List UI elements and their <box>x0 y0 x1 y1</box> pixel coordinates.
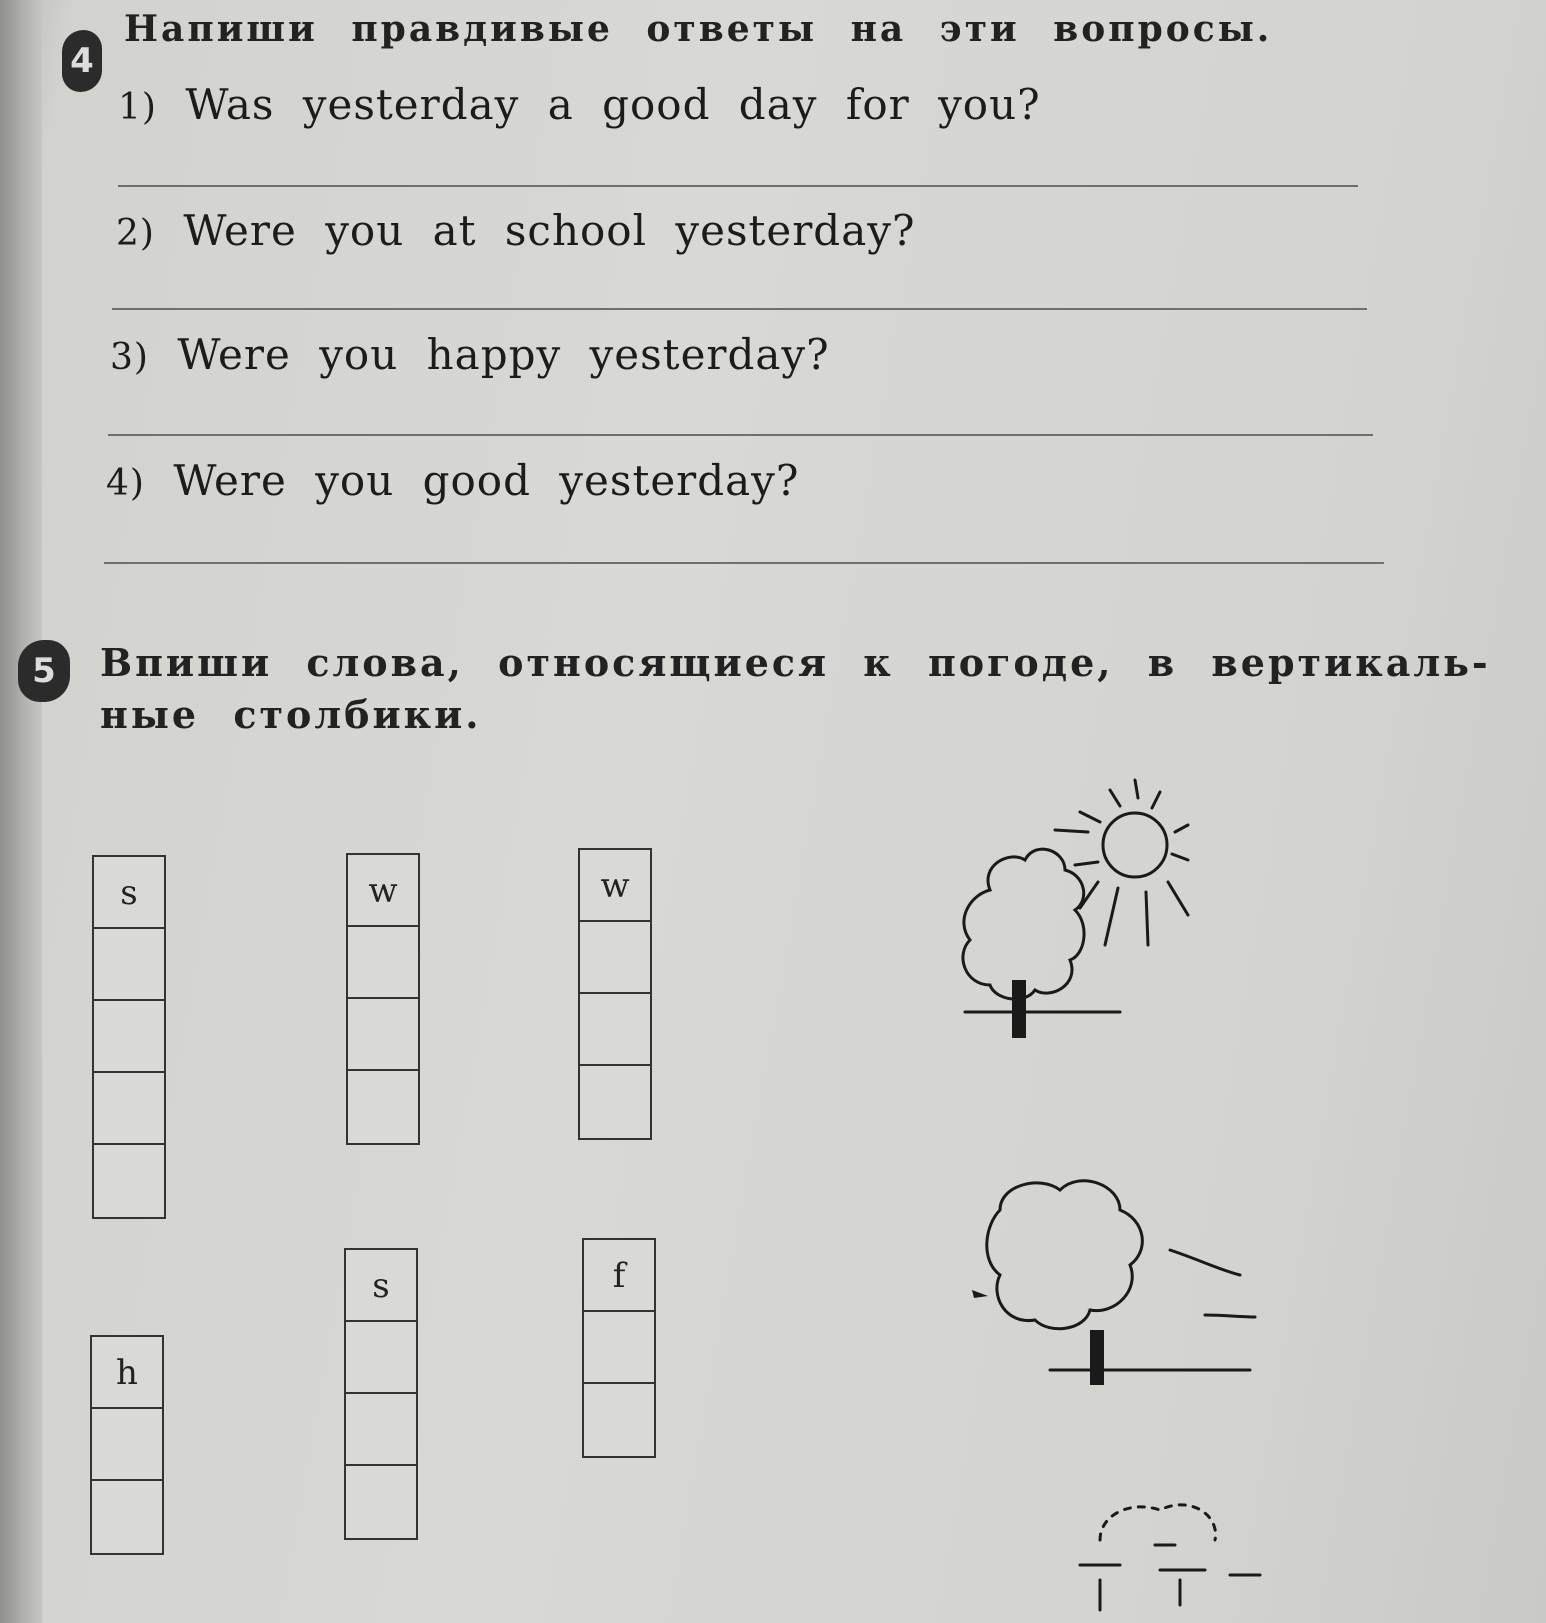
word-column-snow <box>344 1248 418 1540</box>
empty-cell[interactable] <box>94 1001 164 1073</box>
task-5-badge: 5 <box>18 640 70 702</box>
word-column-fog <box>582 1238 656 1458</box>
letter-cell: h <box>92 1337 162 1409</box>
letter-cell: w <box>580 850 650 922</box>
task-4-instruction: Напиши правдивые ответы на эти вопросы. <box>124 8 1273 50</box>
question-text: Were you happy yesterday? <box>177 330 830 379</box>
answer-line-1[interactable] <box>118 185 1358 187</box>
empty-cell[interactable] <box>580 922 650 994</box>
answer-line-3[interactable] <box>108 434 1373 436</box>
empty-cell[interactable] <box>94 1073 164 1145</box>
question-text: Were you at school yesterday? <box>183 206 916 255</box>
empty-cell[interactable] <box>346 1466 416 1538</box>
empty-cell[interactable] <box>348 927 418 999</box>
sunny-tree-picture <box>920 770 1220 1050</box>
windy-tree-picture <box>960 1170 1300 1390</box>
task-5-instruction-line-2: ные столбики. <box>100 692 482 737</box>
empty-cell[interactable] <box>346 1394 416 1466</box>
empty-cell[interactable] <box>346 1322 416 1394</box>
question-4 <box>106 456 799 505</box>
book-spine-shadow <box>0 0 42 1623</box>
question-number: 3) <box>110 337 149 378</box>
letter-cell: f <box>584 1240 654 1312</box>
question-number: 1) <box>118 87 157 128</box>
empty-cell[interactable] <box>92 1409 162 1481</box>
empty-cell[interactable] <box>580 1066 650 1138</box>
empty-cell[interactable] <box>94 929 164 1001</box>
question-text: Was yesterday a good day for you? <box>185 80 1041 129</box>
letter-cell: w <box>348 855 418 927</box>
question-1 <box>118 80 1041 129</box>
question-3 <box>110 330 830 379</box>
letter-cell: s <box>94 857 164 929</box>
answer-line-4[interactable] <box>104 562 1384 564</box>
answer-line-2[interactable] <box>112 308 1367 310</box>
empty-cell[interactable] <box>580 994 650 1066</box>
word-column-sun <box>92 855 166 1219</box>
question-number: 2) <box>116 213 155 254</box>
empty-cell[interactable] <box>348 1071 418 1143</box>
question-2 <box>116 206 915 255</box>
word-column-hot <box>90 1335 164 1555</box>
word-column-wind <box>346 853 420 1145</box>
word-column-warm <box>578 848 652 1140</box>
empty-cell[interactable] <box>92 1481 162 1553</box>
task-5-instruction-line-1: Впиши слова, относящиеся к погоде, в вертикаль- <box>100 640 1491 685</box>
empty-cell[interactable] <box>584 1312 654 1384</box>
empty-cell[interactable] <box>94 1145 164 1217</box>
question-number: 4) <box>106 463 145 504</box>
empty-cell[interactable] <box>348 999 418 1071</box>
task-4-badge: 4 <box>62 30 102 92</box>
empty-cell[interactable] <box>584 1384 654 1456</box>
rainy-picture <box>1060 1480 1280 1620</box>
question-text: Were you good yesterday? <box>173 456 800 505</box>
letter-cell: s <box>346 1250 416 1322</box>
